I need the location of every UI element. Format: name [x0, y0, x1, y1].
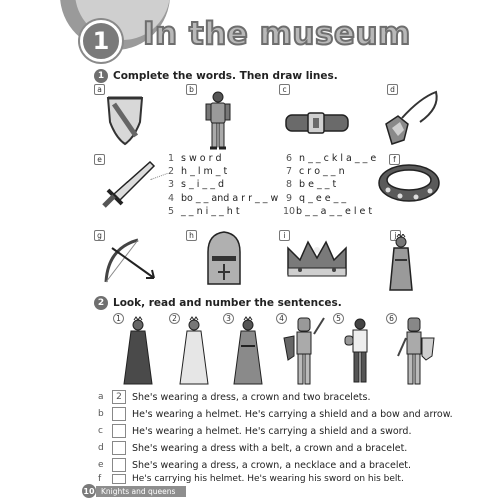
bow-and-arrow-icon [98, 234, 158, 286]
picture-letter-i: i [279, 230, 290, 241]
sentence-letter: d [98, 443, 104, 453]
sentence-letter: b [98, 409, 104, 419]
crown-icon [284, 236, 350, 280]
sentence-row-f [98, 474, 404, 484]
word-5: 5 _ _ n i _ _ h t [168, 206, 240, 217]
queen-icon [384, 234, 418, 292]
answer-box[interactable] [112, 407, 126, 421]
answer-box[interactable] [112, 441, 126, 455]
picture-letter-h: h [186, 230, 197, 241]
belt-icon [284, 110, 350, 136]
sentence-row-a [98, 389, 371, 405]
word-8: 8 b e _ _ t [286, 179, 337, 190]
picture-letter-j: j [390, 230, 401, 241]
bracelet-icon [376, 160, 442, 206]
picture-letter-g: g [94, 230, 105, 241]
sentence-row-d [98, 440, 407, 456]
sentence-text: She's wearing a dress with a belt, a crown and a bracelet. [132, 442, 408, 454]
sentence-letter: c [98, 426, 103, 436]
word-7: 7 c r o _ _ n [286, 166, 345, 177]
helmet-icon [202, 230, 246, 288]
sentence-row-e [98, 457, 411, 473]
word-3: 3 s _ i _ _ d [168, 179, 224, 190]
sentence-row-c [98, 423, 411, 439]
queen-figure-3-icon [230, 316, 266, 388]
sentence-text: He's wearing a helmet. He's carrying a shield and a bow and arrow. [132, 408, 453, 420]
sword-icon [96, 156, 158, 212]
word-1: 1 s w o r d [168, 153, 222, 164]
figure-number-2: 2 [169, 313, 180, 324]
sentence-text: He's wearing a helmet. He's carrying a shield and a sword. [132, 425, 412, 437]
figure-number-1: 1 [113, 313, 124, 324]
answer-box[interactable]: 2 [112, 390, 126, 404]
shield-icon [104, 92, 146, 148]
word-4: 4 bo _ _ and a r r _ _ w [168, 193, 279, 204]
necklace-icon [380, 88, 442, 152]
sentence-text: She's wearing a dress, a crown, a necklace and a bracelet. [132, 459, 412, 471]
word-10: 10 b _ _ a _ _ e l e t [283, 206, 373, 217]
queen-figure-1-icon [120, 316, 156, 388]
queen-figure-2-icon [176, 316, 212, 388]
sentence-text: He's carrying his helmet. He's wearing his sword on his belt. [132, 474, 404, 484]
sentence-letter: a [98, 392, 104, 402]
word-6: 6 n _ _ c k l a _ _ e [286, 153, 377, 164]
word-2: 2 h _ l m _ t [168, 166, 228, 177]
figure-number-3: 3 [223, 313, 234, 324]
section-label: Knights and queens [96, 486, 186, 497]
page-title: In the museum [143, 16, 411, 52]
unit-number-badge: 1 [80, 20, 122, 62]
picture-letter-d: d [387, 84, 398, 95]
figure-number-4: 4 [276, 313, 287, 324]
sentence-letter: e [98, 460, 104, 470]
page-number: 10 [82, 484, 96, 498]
word-9: 9 q _ e e _ _ [286, 193, 347, 204]
sentence-text: She's wearing a dress, a crown and two bracelets. [132, 391, 371, 403]
knight-figure-4-icon [282, 316, 326, 388]
answer-box[interactable] [112, 474, 126, 484]
picture-letter-e: e [94, 154, 105, 165]
exercise-1-number: 1 [94, 69, 108, 83]
figure-number-6: 6 [386, 313, 397, 324]
knight-figure-5-icon [342, 316, 378, 388]
knight-figure-6-icon [394, 316, 438, 388]
answer-box[interactable] [112, 424, 126, 438]
picture-letter-b: b [186, 84, 197, 95]
sentence-row-b [98, 406, 453, 422]
exercise-1-instruction: Complete the words. Then draw lines. [113, 70, 338, 82]
sentence-letter: f [98, 474, 102, 484]
figure-number-5: 5 [333, 313, 344, 324]
exercise-2-number: 2 [94, 296, 108, 310]
knight-icon [203, 90, 233, 152]
picture-letter-a: a [94, 84, 105, 95]
picture-letter-c: c [279, 84, 290, 95]
answer-box[interactable] [112, 458, 126, 472]
picture-letter-f: f [389, 154, 400, 165]
exercise-2-instruction: Look, read and number the sentences. [113, 297, 342, 309]
